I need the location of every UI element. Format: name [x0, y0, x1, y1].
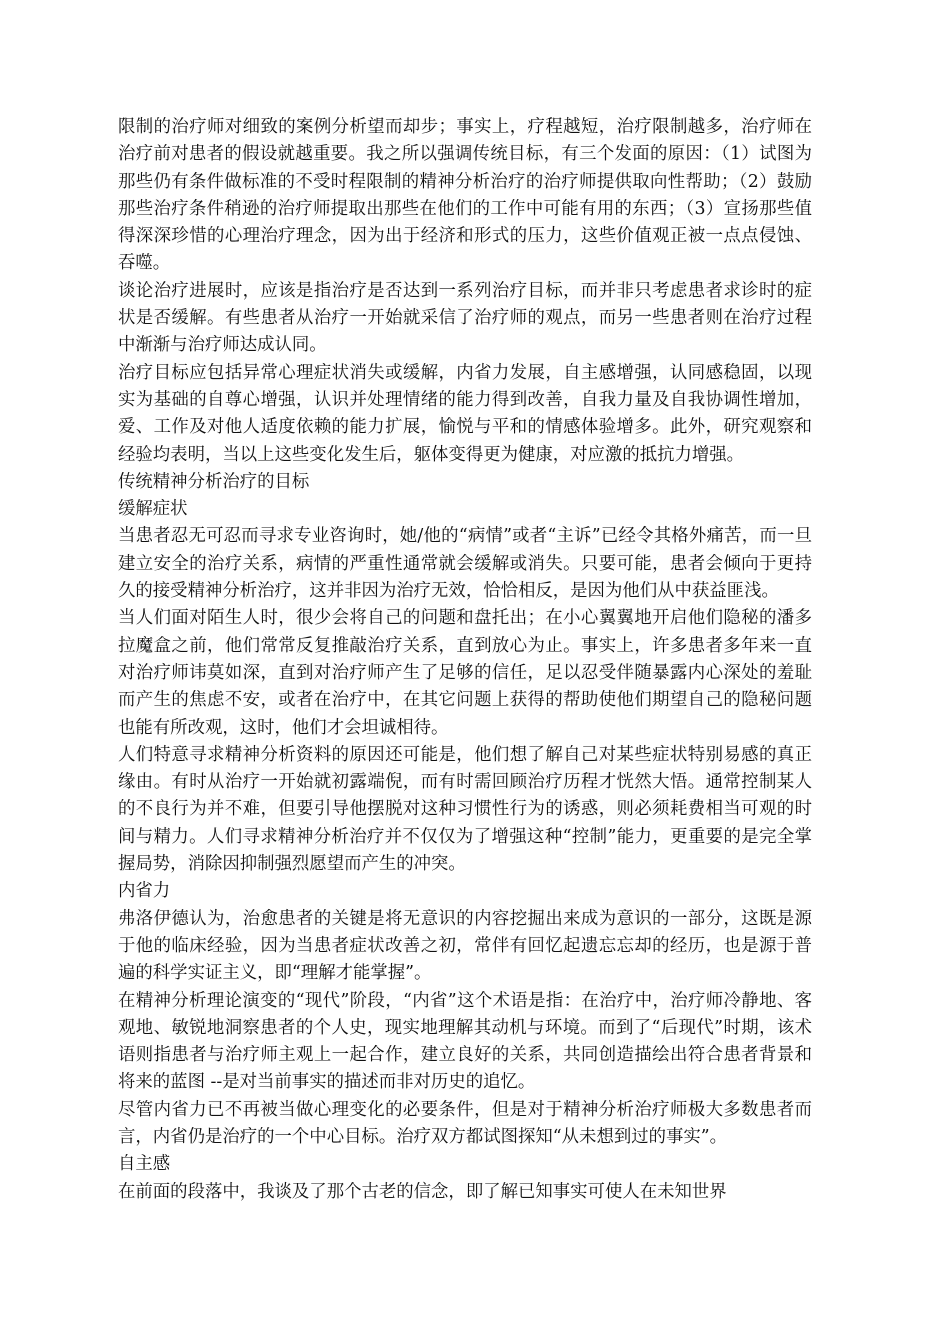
- paragraph-treatment-progress: 谈论治疗进展时，应该是指治疗是否达到一系列治疗目标，而并非只考虑患者求诊时的症状是否缓解。有些患者从治疗一开始就采信了治疗师的观点，而另一些患者则在治疗过程中渐渐与治疗师达成认同。: [118, 280, 812, 356]
- subheading-autonomy: 自主感: [118, 1154, 171, 1175]
- paragraph-treatment-goals: 治疗目标应包括异常心理症状消失或缓解，内省力发展，自主感增强，认同感稳固，以现实为基础的自尊心增强，认识并处理情绪的能力得到改善，自我力量及自我协调性增加，爱、工作及对他人适度依赖的能力扩展，愉悦与平和的情感体验增多。此外，研究观察和经验均表明，当以上这些变化发生后，躯体变得更为健康，对应激的抵抗力增强。: [118, 362, 812, 465]
- paragraph-autonomy-1: 在前面的段落中，我谈及了那个古老的信念，即了解已知事实可使人在未知世界: [118, 1181, 727, 1202]
- paragraph-symptom-relief-2: 当人们面对陌生人时，很少会将自己的问题和盘托出；在小心翼翼地开启他们隐秘的潘多拉魔盒之前，他们常常反复推敲治疗关系，直到放心为止。事实上，许多患者多年来一直对治疗师讳莫如深，直到对治疗师产生了足够的信任，足以忍受伴随暴露内心深处的羞耻而产生的焦虑不安，或者在治疗中，在其它问题上获得的帮助使他们期望自己的隐秘问题也能有所改观，这时，他们才会坦诚相待。: [118, 608, 812, 738]
- subheading-insight: 内省力: [118, 881, 171, 902]
- paragraph-symptom-relief-3: 人们特意寻求精神分析资料的原因还可能是，他们想了解自己对某些症状特别易感的真正缘由。有时从治疗一开始就初露端倪，而有时需回顾治疗历程才恍然大悟。通常控制某人的不良行为并不难，但要引导他摆脱对这种习惯性行为的诱惑，则必须耗费相当可观的时间与精力。人们寻求精神分析治疗并不仅仅为了增强这种“控制”能力，更重要的是完全掌握局势，消除因抑制强烈愿望而产生的冲突。: [118, 744, 812, 875]
- paragraph-insight-1: 弗洛伊德认为，治愈患者的关键是将无意识的内容挖掘出来成为意识的一部分，这既是源于他的临床经验，因为当患者症状改善之初，常伴有回忆起遗忘忘却的经历，也是源于普遍的科学实证主义，即“理解才能掌握”。: [118, 908, 812, 984]
- section-heading-traditional-goals: 传统精神分析治疗的目标: [118, 471, 310, 492]
- paragraph-insight-3: 尽管内省力已不再被当做心理变化的必要条件，但是对于精神分析治疗师极大多数患者而言，内省仍是治疗的一个中心目标。治疗双方都试图探知“从未想到过的事实”。: [118, 1099, 812, 1147]
- paragraph-intro-goals: 限制的治疗师对细致的案例分析望而却步；事实上，疗程越短，治疗限制越多，治疗师在治疗前对患者的假设就越重要。我之所以强调传统目标，有三个发面的原因：（1）试图为那些仍有条件做标准的不受时程限制的精神分析治疗的治疗师提供取向性帮助；（2）鼓励那些治疗条件稍逊的治疗师提取出那些在他们的工作中可能有用的东西；（3）宣扬那些值得深深珍惜的心理治疗理念，因为出于经济和形式的压力，这些价值观正被一点点侵蚀、吞噬。: [118, 117, 812, 274]
- subheading-symptom-relief: 缓解症状: [118, 499, 188, 520]
- paragraph-insight-2: 在精神分析理论演变的“现代”阶段，“内省”这个术语是指：在治疗中，治疗师冷静地、客观地、敏锐地洞察患者的个人史，现实地理解其动机与环境。而到了“后现代”时期，该术语则指患者与治疗师主观上一起合作，建立良好的关系，共同创造描绘出符合患者背景和将来的蓝图 --是对当前事实的描述而非对历史的追忆。: [118, 990, 812, 1093]
- paragraph-symptom-relief-1: 当患者忍无可忍而寻求专业咨询时，她/他的“病情”或者“主诉”已经令其格外痛苦，而一旦建立安全的治疗关系，病情的严重性通常就会缓解或消失。只要可能，患者会倾向于更持久的接受精神分析治疗，这并非因为治疗无效，恰恰相反，是因为他们从中获益匪浅。: [118, 526, 812, 602]
- document-page: [118, 114, 812, 1206]
